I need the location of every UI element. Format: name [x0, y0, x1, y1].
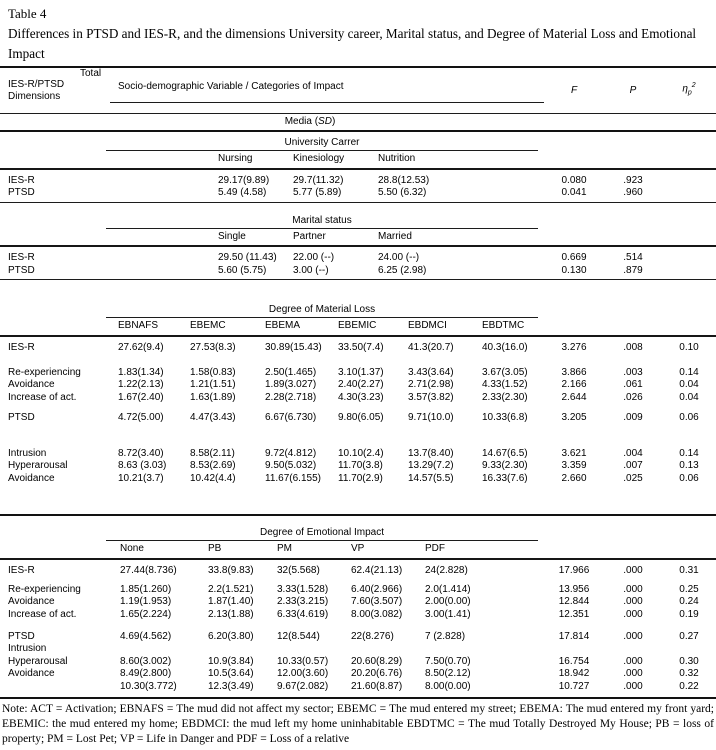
- table-row: [0, 621, 716, 643]
- empty-cell: [544, 318, 604, 336]
- data-cell: [662, 264, 716, 279]
- data-cell: 3.57(3.82): [408, 391, 454, 403]
- row-label: Re-experiencing: [8, 583, 81, 595]
- data-cell: 5.49 (4.58): [218, 187, 267, 198]
- empty-cell: [604, 318, 662, 336]
- data-cell: 3.00 (--): [293, 264, 329, 276]
- data-cell: 10.5(3.64): [208, 668, 254, 679]
- table-row: [0, 169, 716, 187]
- data-cell: 2.13(1.88): [208, 608, 254, 620]
- table-row: [0, 336, 716, 354]
- material-loss-body: [0, 336, 716, 515]
- data-cell: 2.50(1.465): [265, 366, 317, 378]
- row-label: PTSD: [8, 187, 35, 198]
- marital-status-table: [0, 229, 716, 280]
- data-cell: 3.866: [561, 366, 587, 378]
- data-cell: 4.69(4.562): [120, 630, 172, 642]
- empty-cell: [0, 151, 218, 169]
- table-row: [0, 424, 716, 460]
- eta-subscript: p: [687, 89, 692, 96]
- empty-cell: [604, 229, 662, 247]
- table-note: Note: ACT = Activation; EBNAFS = The mud did not affect my sector; EBEMC = The mud entered my street; EBEMA: The mud entered my front yard; EBEMIC: the mud entered my home; EBDMCI: the mud left my home uninhabitable EBDTMC = The mud Totally Destroyed My House; PB = loss of property; PM = Lost Pet; VP = Life in Danger and PDF = Loss of a relative: [2, 703, 714, 745]
- data-cell: 4.47(3.43): [190, 411, 236, 423]
- data-cell: 0.31: [679, 564, 699, 576]
- data-cell: 3.43(3.64): [408, 366, 454, 378]
- data-cell: 10.21(3.7): [118, 472, 164, 484]
- data-cell: 1.58(0.83): [190, 366, 236, 378]
- data-cell: [544, 643, 604, 656]
- data-cell: 3.359: [561, 460, 587, 471]
- data-cell: 8.49(2.800): [120, 668, 172, 679]
- data-cell: 7.50(0.70): [425, 655, 471, 667]
- table-row: [0, 668, 716, 681]
- row-label: PTSD: [8, 411, 35, 423]
- data-cell: 1.85(1.260): [120, 583, 172, 595]
- data-cell: 13.29(7.2): [408, 460, 454, 471]
- table-bottom-rule: [0, 697, 716, 699]
- table-row: [0, 379, 716, 392]
- row-label: Hyperarousal: [8, 655, 68, 667]
- column-header: VP: [351, 541, 425, 559]
- empty-cell: [0, 318, 118, 336]
- data-cell: 16.33(7.6): [482, 472, 528, 484]
- sd-label: SD: [318, 116, 332, 127]
- data-cell: [208, 643, 277, 656]
- data-cell: 6.67(6.730): [265, 411, 317, 423]
- row-label: [0, 680, 120, 697]
- material-loss-table: [0, 318, 716, 514]
- data-cell: 1.87(1.40): [208, 596, 254, 607]
- data-cell: 0.04: [679, 391, 699, 403]
- table-number: Table 4: [8, 6, 47, 21]
- data-cell: .879: [623, 264, 643, 276]
- data-cell: 9.71(10.0): [408, 411, 454, 423]
- empty-cell: [544, 151, 604, 169]
- column-header: Nursing: [218, 151, 293, 169]
- data-cell: 0.19: [679, 608, 699, 620]
- data-cell: 0.14: [679, 366, 699, 378]
- table-row: [0, 643, 716, 656]
- empty-cell: [544, 229, 604, 247]
- row-label: IES-R: [8, 252, 35, 263]
- data-cell: 8.53(2.69): [190, 460, 236, 471]
- eta-symbol: η: [682, 83, 688, 94]
- row-label: Increase of act.: [8, 608, 77, 620]
- empty-cell: [0, 541, 120, 559]
- row-label: IES-R: [8, 564, 35, 576]
- data-cell: 11.67(6.155): [265, 472, 321, 484]
- data-cell: 40.3(16.0): [482, 341, 528, 353]
- data-cell: 3.10(1.37): [338, 366, 384, 378]
- row-label: PTSD: [8, 264, 35, 276]
- data-cell: 17.814: [558, 630, 590, 642]
- data-cell: .000: [623, 668, 643, 679]
- data-cell: 13.7(8.40): [408, 447, 454, 459]
- data-cell: 7.60(3.507): [351, 596, 403, 607]
- table-caption: Differences in PTSD and IES-R, and the dimensions University career, Marital status, and Degree of Material Loss and Emotional Impact: [8, 26, 697, 61]
- data-cell: .514: [623, 252, 643, 263]
- media-sd-band: [0, 114, 620, 130]
- data-cell: 3.621: [561, 447, 587, 459]
- data-cell: 9.72(4.812): [265, 447, 317, 459]
- empty-cell: [544, 541, 604, 559]
- table-row: [0, 187, 716, 202]
- data-cell: [604, 643, 662, 656]
- emotional-impact-table: [0, 541, 716, 697]
- group-marital-status: Marital status: [106, 215, 538, 229]
- data-cell: .025: [623, 472, 643, 484]
- data-cell: 29.7(11.32): [293, 174, 344, 186]
- data-cell: 1.89(3.027): [265, 379, 317, 390]
- media-label-close: ): [331, 116, 336, 127]
- data-cell: [425, 643, 544, 656]
- data-cell: 1.21(1.51): [190, 379, 236, 390]
- data-cell: 9.67(2.082): [277, 680, 329, 692]
- column-header: Kinesiology: [293, 151, 378, 169]
- data-cell: 2.33(2.30): [482, 391, 528, 403]
- data-cell: 5.60 (5.75): [218, 264, 267, 276]
- table-row: [0, 472, 716, 514]
- row-label: Re-experiencing: [8, 366, 81, 378]
- column-header-row: [0, 541, 716, 559]
- data-cell: .004: [623, 447, 643, 459]
- material-section-rule: [0, 514, 716, 516]
- data-cell: 4.30(3.23): [338, 391, 384, 403]
- data-cell: [277, 643, 351, 656]
- data-cell: 6.20(3.80): [208, 630, 254, 642]
- data-cell: 20.20(6.76): [351, 668, 403, 679]
- data-cell: [662, 246, 716, 264]
- data-cell: [351, 643, 425, 656]
- table-row: [0, 264, 716, 279]
- data-cell: .026: [623, 391, 643, 403]
- data-cell: .007: [623, 460, 643, 471]
- data-cell: 1.67(2.40): [118, 391, 164, 403]
- data-cell: 1.22(2.13): [118, 379, 164, 390]
- data-cell: 10.42(4.4): [190, 472, 236, 484]
- column-header-row: [0, 151, 716, 169]
- table-row: [0, 577, 716, 596]
- data-cell: 10.727: [558, 680, 590, 692]
- data-cell: 32(5.568): [277, 564, 320, 576]
- column-header: None: [120, 541, 208, 559]
- data-cell: 10.33(0.57): [277, 655, 329, 667]
- data-cell: 16.754: [558, 655, 590, 667]
- data-cell: 0.27: [679, 630, 699, 642]
- row-label: Hyperarousal: [8, 460, 68, 471]
- table-row: [0, 460, 716, 473]
- data-cell: 24(2.828): [425, 564, 468, 576]
- dimensions-header-line2: Dimensions: [8, 90, 61, 102]
- empty-cell: [0, 229, 218, 247]
- data-cell: 1.65(2.224): [120, 608, 172, 620]
- column-header: EBNAFS: [118, 318, 190, 336]
- data-cell: 4.72(5.00): [118, 411, 164, 423]
- data-cell: 3.33(1.528): [277, 583, 329, 595]
- row-label: PTSD: [8, 630, 35, 642]
- row-label: Avoidance: [8, 668, 55, 679]
- column-header: PB: [208, 541, 277, 559]
- data-cell: 22.00 (--): [293, 252, 335, 263]
- column-header-row: [0, 318, 716, 336]
- column-header-row: [0, 229, 716, 247]
- data-cell: .000: [623, 564, 643, 576]
- data-cell: 0.04: [679, 379, 699, 390]
- data-cell: 33.50(7.4): [338, 341, 384, 353]
- data-cell: 0.130: [561, 264, 587, 276]
- group-material-loss: Degree of Material Loss: [106, 304, 538, 318]
- data-cell: .008: [623, 341, 643, 353]
- f-column-header: F: [570, 85, 578, 96]
- data-cell: 13.956: [558, 583, 590, 595]
- data-cell: 3.67(3.05): [482, 366, 528, 378]
- data-cell: 8.58(2.11): [190, 447, 235, 459]
- column-header: EBDMCI: [408, 318, 482, 336]
- data-cell: 8.00(3.082): [351, 608, 403, 620]
- data-cell: 0.24: [679, 596, 699, 607]
- data-cell: 8.50(2.12): [425, 668, 471, 679]
- data-cell: 29.50 (11.43): [218, 252, 277, 263]
- university-career-table: [0, 151, 716, 202]
- data-cell: 33.8(9.83): [208, 564, 254, 576]
- table-row: [0, 404, 716, 424]
- data-cell: 41.3(20.7): [408, 341, 454, 353]
- table-row: [0, 559, 716, 577]
- data-cell: 0.669: [561, 252, 587, 263]
- data-cell: 27.44(8.736): [120, 564, 177, 576]
- column-header: PDF: [425, 541, 544, 559]
- data-cell: 0.22: [679, 680, 699, 692]
- data-cell: 27.53(8.3): [190, 341, 236, 353]
- data-cell: 14.57(5.5): [408, 472, 454, 484]
- data-cell: .000: [623, 596, 643, 607]
- data-cell: .000: [623, 630, 643, 642]
- row-label: Increase of act.: [8, 391, 77, 403]
- row-label: Avoidance: [8, 596, 55, 607]
- data-cell: 2.644: [561, 391, 587, 403]
- column-header: Single: [218, 229, 293, 247]
- table-header-row: [0, 79, 716, 103]
- data-cell: 0.32: [679, 668, 699, 679]
- data-cell: 5.77 (5.89): [293, 187, 342, 198]
- data-cell: .000: [623, 655, 643, 667]
- empty-cell: [662, 541, 716, 559]
- table-row: [0, 608, 716, 621]
- data-cell: 2.28(2.718): [265, 391, 317, 403]
- data-cell: 2.40(2.27): [338, 379, 384, 390]
- data-cell: 12.844: [558, 596, 590, 607]
- data-cell: 10.30(3.772): [120, 680, 177, 692]
- table-row: [0, 354, 716, 379]
- data-cell: 3.00(1.41): [425, 608, 471, 620]
- data-cell: 5.50 (6.32): [378, 187, 427, 198]
- data-cell: [662, 169, 716, 187]
- table-row: [0, 655, 716, 668]
- data-cell: 6.25 (2.98): [378, 264, 427, 276]
- data-cell: 8.63 (3.03): [118, 460, 167, 471]
- marital-status-body: [0, 246, 716, 279]
- career-section-rule: [0, 202, 716, 203]
- group-university-career: University Carrer: [106, 137, 538, 151]
- data-cell: 8.00(0.00): [425, 680, 471, 692]
- empty-cell: [662, 318, 716, 336]
- column-header: EBEMIC: [338, 318, 408, 336]
- data-cell: 7 (2.828): [425, 630, 466, 642]
- data-cell: 0.041: [561, 187, 587, 198]
- data-cell: 0.06: [679, 472, 699, 484]
- data-cell: 10.10(2.4): [338, 447, 384, 459]
- data-cell: 3.205: [561, 411, 587, 423]
- data-cell: 2.166: [561, 379, 587, 390]
- row-label: Intrusion: [8, 447, 47, 459]
- data-cell: 11.70(3.8): [338, 460, 383, 471]
- data-cell: 30.89(15.43): [265, 341, 322, 353]
- data-cell: 12.00(3.60): [277, 668, 329, 679]
- marital-section-rule: [0, 279, 716, 280]
- data-cell: 62.4(21.13): [351, 564, 403, 576]
- data-cell: [120, 643, 208, 656]
- empty-cell: [604, 151, 662, 169]
- media-band-rule: [0, 130, 716, 132]
- data-cell: 0.30: [679, 655, 699, 667]
- eta-superscript: 2: [691, 81, 696, 89]
- row-label: IES-R: [8, 341, 35, 353]
- data-cell: 9.33(2.30): [482, 460, 528, 471]
- data-cell: 9.80(6.05): [338, 411, 384, 423]
- university-career-body: [0, 169, 716, 202]
- media-label: Media (: [284, 116, 319, 127]
- data-cell: 21.60(8.87): [351, 680, 403, 692]
- dimensions-header-line1: IES-R/PTSD: [8, 79, 65, 90]
- data-cell: 8.60(3.002): [120, 655, 172, 667]
- table-row: [0, 391, 716, 404]
- data-cell: 12.351: [558, 608, 590, 620]
- data-cell: 17.966: [558, 564, 590, 576]
- data-cell: 0.080: [561, 174, 587, 186]
- data-cell: .960: [623, 187, 643, 198]
- data-cell: 0.10: [679, 341, 699, 353]
- data-cell: 22(8.276): [351, 630, 394, 642]
- emotional-impact-body: [0, 559, 716, 698]
- column-header: EBEMA: [265, 318, 338, 336]
- data-cell: .009: [623, 411, 643, 423]
- data-cell: 11.70(2.9): [338, 472, 383, 484]
- data-cell: .003: [623, 366, 643, 378]
- data-cell: 1.83(1.34): [118, 366, 164, 378]
- data-cell: 0.13: [679, 460, 699, 471]
- data-cell: .000: [623, 583, 643, 595]
- data-cell: .000: [623, 608, 643, 620]
- p-column-header: P: [629, 85, 637, 96]
- group-emotional-impact: Degree of Emotional Impact: [106, 527, 538, 541]
- data-cell: 10.33(6.8): [482, 411, 528, 423]
- data-cell: .923: [623, 174, 643, 186]
- eta-squared-column-header: [662, 82, 716, 103]
- row-label: Intrusion: [8, 643, 47, 654]
- data-cell: 2.0(1.414): [425, 583, 471, 595]
- column-header: EBEMC: [190, 318, 265, 336]
- table-row: [0, 246, 716, 264]
- column-header: Married: [378, 229, 544, 247]
- empty-cell: [662, 151, 716, 169]
- column-header: PM: [277, 541, 351, 559]
- data-cell: 12(8.544): [277, 630, 320, 642]
- data-cell: 9.50(5.032): [265, 460, 317, 471]
- data-cell: 28.8(12.53): [378, 174, 430, 186]
- column-header: EBDTMC: [482, 318, 544, 336]
- data-cell: .000: [623, 680, 643, 692]
- data-cell: 2.71(2.98): [408, 379, 454, 390]
- data-cell: 0.25: [679, 583, 699, 595]
- empty-cell: [604, 541, 662, 559]
- data-cell: [662, 643, 716, 656]
- empty-cell: [662, 229, 716, 247]
- row-label: Avoidance: [8, 379, 55, 390]
- data-cell: 2.00(0.00): [425, 596, 471, 607]
- column-header: Partner: [293, 229, 378, 247]
- data-cell: 1.63(1.89): [190, 391, 236, 403]
- column-header: Nutrition: [378, 151, 544, 169]
- data-cell: 10.9(3.84): [208, 655, 254, 667]
- data-cell: 6.40(2.966): [351, 583, 403, 595]
- data-cell: 27.62(9.4): [118, 341, 164, 353]
- row-label: IES-R: [8, 174, 35, 186]
- data-cell: 6.33(4.619): [277, 608, 329, 620]
- data-cell: 29.17(9.89): [218, 174, 270, 186]
- data-cell: 0.14: [679, 447, 699, 459]
- data-cell: 1.19(1.953): [120, 596, 172, 607]
- data-cell: 2.660: [561, 472, 587, 484]
- total-label: Total: [80, 68, 102, 79]
- data-cell: 2.33(3.215): [277, 596, 329, 607]
- sociodemographic-spanner-header: Socio-demographic Variable / Categories of Impact: [110, 81, 544, 103]
- table-row: [0, 596, 716, 609]
- table-row: [0, 680, 716, 697]
- data-cell: 0.06: [679, 411, 699, 423]
- data-cell: 20.60(8.29): [351, 655, 403, 667]
- data-cell: 2.2(1.521): [208, 583, 254, 595]
- row-label: Avoidance: [8, 472, 55, 484]
- dimensions-column-header: [0, 79, 110, 103]
- data-cell: 8.72(3.40): [118, 447, 164, 459]
- data-cell: 18.942: [558, 668, 590, 679]
- data-cell: .061: [623, 379, 643, 390]
- data-cell: 4.33(1.52): [482, 379, 528, 390]
- data-cell: 14.67(6.5): [482, 447, 528, 459]
- data-cell: 24.00 (--): [378, 252, 420, 263]
- data-cell: 3.276: [561, 341, 587, 353]
- data-cell: [662, 187, 716, 202]
- data-cell: 12.3(3.49): [208, 680, 254, 692]
